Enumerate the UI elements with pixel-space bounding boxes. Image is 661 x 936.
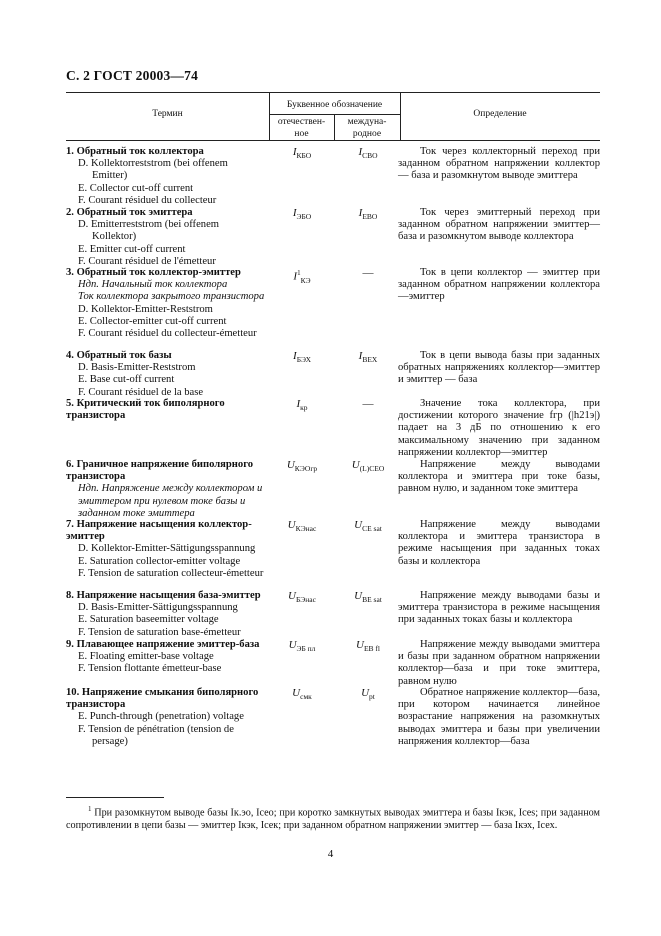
footnote-mark: 1	[88, 805, 92, 813]
term-row-8	[66, 590, 276, 639]
symbol-domestic: $U_{ЭБ пл}$	[288, 639, 316, 654]
header-domestic-line: ное	[294, 129, 309, 139]
symbol-domestic: $I_{кр}$	[296, 398, 308, 413]
term-line: D. Emitterreststrom (bei offenem	[78, 219, 220, 231]
symbol-international: $U_{pt}$	[361, 687, 375, 702]
term-title: 8. Напряжение насыщения база-эмиттер	[66, 590, 261, 601]
symbol-domestic: $I_{ЭБО}$	[292, 207, 312, 222]
term-row-9	[66, 639, 276, 676]
term-ndp-line: Ток коллектора закрытого транзистора	[78, 291, 265, 303]
term-row-4	[66, 350, 276, 399]
term-line: F. Tension flottante émetteur-base	[78, 663, 222, 675]
term-line: E. Saturation collector-emitter voltage	[78, 555, 241, 567]
symbol-international: —	[362, 398, 374, 410]
header-international-line: родное	[352, 129, 382, 139]
footnote-rule	[66, 797, 164, 798]
term-row-10	[66, 687, 276, 748]
symbol-domestic: $U_{КЭОгр}$	[286, 459, 318, 474]
term-line: F. Courant résiduel de l'émetteur	[78, 255, 216, 267]
header-terms: Термин	[152, 109, 183, 119]
symbol-international: $U_{BE sat}$	[354, 590, 382, 605]
definition-row-7: Напряжение между выводами коллектора и эмиттера транзистора в режиме насыщения при заданных токах базы и коллектора	[398, 519, 600, 567]
term-line: E. Punch-through (penetration) voltage	[78, 711, 244, 723]
definition-row-3: Ток в цепи коллектор — эмиттер при заданном обратном напряжении коллектора—эмиттер	[398, 267, 600, 303]
term-line: F. Tension de saturation collecteur-émetteur	[78, 567, 264, 579]
term-line: E. Base cut-off current	[78, 374, 175, 386]
definition-row-8: Напряжение между выводами базы и эмиттера транзистора в режиме насыщения при заданных токах базы и коллектора	[398, 590, 600, 626]
term-title: 4. Обратный ток базы	[66, 350, 172, 361]
symbol-domestic: $U_{КЭнас}$	[287, 519, 317, 534]
definition-row-2: Ток через эмиттерный переход при заданном обратном напряжении эмиттер—база и разомкнутом выводе коллектора	[398, 207, 600, 243]
header-international	[334, 116, 400, 140]
header-bottom-rule	[66, 140, 600, 141]
symbol-domestic: $I_{КБО}$	[292, 146, 312, 161]
term-row-1	[66, 146, 276, 207]
footnote-text: При разомкнутом выводе базы Iк.эо, Iсео; при коротко замкнутых выводах эмиттера и базы Iкэк, Iсеs; при заданном сопротивлении в цепи базы — эмиттер Iкэк, Iсек; при заданном обратном напряжении эмиттер — база Iкэх, Iсех.	[66, 807, 600, 832]
term-line: F. Courant résiduel de la base	[78, 386, 204, 398]
term-row-2	[66, 207, 276, 268]
page-number: 4	[327, 848, 334, 860]
definition-row-10: Обратное напряжение коллектор—база, при котором начинается линейное возрастание напряжения на разомкнутых выводах эмиттера и базы при увеличении напряжения коллектор—база	[398, 687, 600, 747]
term-row-7	[66, 519, 276, 580]
table-top-rule	[66, 92, 600, 93]
term-line: D. Kollektorreststrom (bei offenem	[78, 158, 228, 170]
term-line: F. Tension de pénétration (tension de	[78, 723, 234, 735]
term-line: F. Courant résiduel du collecteur-émetteur	[78, 328, 257, 340]
term-line: D. Kollektor-Emitter-Sättigungsspannung	[78, 543, 256, 555]
term-line: persage)	[92, 735, 128, 747]
term-line: Emitter)	[92, 170, 128, 182]
term-line: D. Kollektor-Emitter-Reststrom	[78, 303, 213, 315]
header-international-line: междуна-	[347, 117, 387, 127]
term-line: E. Collector-emitter cut-off current	[78, 315, 227, 327]
term-line: E. Collector cut-off current	[78, 182, 194, 194]
definition-row-9: Напряжение между выводами эмиттера и базы при заданном обратном напряжении коллектор—база и при токе эмиттера, равном нулю	[398, 639, 600, 687]
header-definition: Определение	[473, 109, 527, 119]
term-line: Kollektor)	[92, 231, 137, 243]
symbol-international: $I_{ВЕХ}$	[358, 350, 378, 365]
symbol-international: —	[362, 267, 374, 279]
page-header: С. 2 ГОСТ 20003—74	[66, 68, 199, 83]
term-title: 7. Напряжение насыщения коллектор-эмиттер	[66, 519, 252, 543]
symbol-international: $U_{(L)CEO}$	[351, 459, 385, 474]
header-symbol-group: Буквенное обозначение	[286, 100, 383, 110]
term-ndp-line: Ндп. Начальный ток коллектора	[78, 279, 228, 291]
term-title: 2. Обратный ток эмиттера	[66, 207, 193, 218]
symbol-international: $U_{EB fl}$	[356, 639, 380, 654]
definition-row-1: Ток через коллекторный переход при заданном обратном напряжении коллектор — база и разомкнутом выводе эмиттера	[398, 146, 600, 182]
term-ndp-line: Ндп. Напряжение между коллектором и эмиттером при нулевом токе базы и заданном токе эмиттера	[78, 483, 263, 519]
term-line: E. Saturation baseemitter voltage	[78, 614, 219, 626]
header-domestic	[269, 116, 334, 140]
symbol-international: $I_{СВО}$	[358, 146, 378, 161]
term-title: 1. Обратный ток коллектора	[66, 146, 204, 157]
term-row-3	[66, 267, 276, 340]
term-title: 9. Плавающее напряжение эмиттер-база	[66, 639, 260, 650]
header-domestic-line: отечествен-	[277, 117, 326, 127]
definition-row-6: Напряжение между выводами коллектора и эмиттера при токе базы, равном нулю, и заданном токе эмиттера	[398, 459, 600, 495]
symbol-international: $I_{ЕВО}$	[358, 207, 378, 222]
symbol-domestic: $U_{БЭнас}$	[288, 590, 316, 605]
term-line: E. Floating emitter-base voltage	[78, 651, 214, 663]
footnote	[66, 803, 600, 832]
term-row-5	[66, 398, 276, 422]
term-title: 6. Граничное напряжение биполярного транзистора	[66, 459, 254, 483]
symbol-domestic: $I_{БЭХ}$	[293, 350, 311, 365]
term-title: 5. Критический ток биполярного транзистора	[66, 398, 225, 422]
term-line: F. Courant résiduel du collecteur	[78, 194, 217, 206]
symbol-domestic: $U_{смк}$	[292, 687, 312, 702]
term-title: 10. Напряжение смыкания биполярного транзистора	[66, 687, 259, 711]
term-title: 3. Обратный ток коллектор-эмиттер	[66, 267, 241, 278]
term-line: F. Tension de saturation base-émetteur	[78, 626, 241, 638]
symbol-domestic: $I^1_{КЭ}$	[293, 269, 311, 285]
term-line: E. Emitter cut-off current	[78, 243, 186, 255]
definition-row-5: Значение тока коллектора, при достижении которого значение fгр (|h21э|) падает на 3 дБ по отношению к его максимальному значению при заданном напряжении коллектор—эмиттер	[398, 398, 600, 458]
symbol-international: $U_{CE sat}$	[354, 519, 382, 534]
term-line: D. Basis-Emitter-Sättigungsspannung	[78, 602, 238, 614]
term-row-6	[66, 459, 276, 520]
term-line: D. Basis-Emitter-Reststrom	[78, 362, 196, 374]
definition-row-4: Ток в цепи вывода базы при заданных обратных напряжениях коллектор—эмиттер и эмиттер — база	[398, 350, 600, 386]
